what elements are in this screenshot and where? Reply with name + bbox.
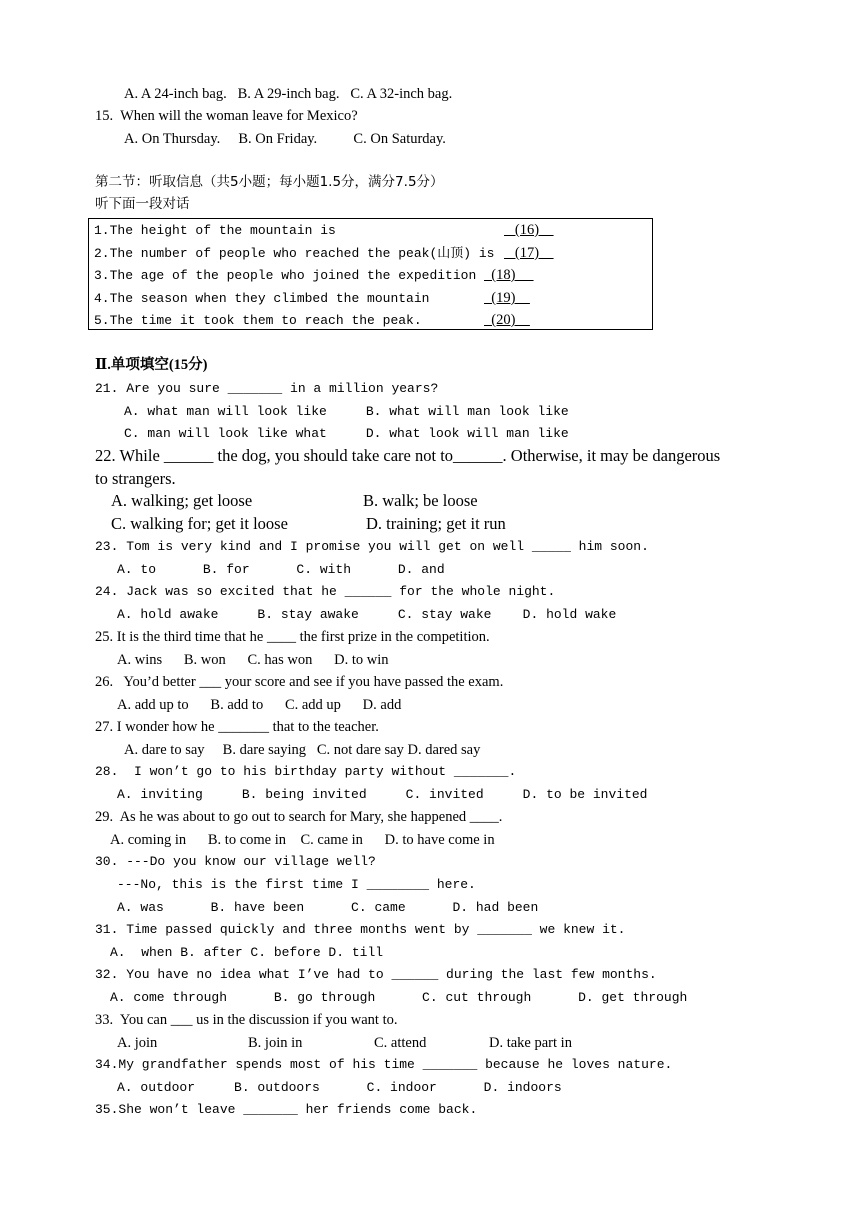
q15-options: A. On Thursday. B. On Friday. C. On Saturday.: [124, 131, 446, 147]
q27-stem: 27. I wonder how he _______ that to the teacher.: [95, 719, 379, 735]
q22-stem-line1: 22. While ______ the dog, you should take care not to______. Otherwise, it may be dangerous: [95, 446, 721, 465]
q24-options: A. hold awake B. stay awake C. stay wake D. hold wake: [117, 607, 617, 622]
q35-stem: 35.She won’t leave _______ her friends come back.: [95, 1102, 478, 1117]
q34-options: A. outdoor B. outdoors C. indoor D. indoors: [117, 1080, 562, 1095]
q30-reply: ---No, this is the first time I ________ here.: [117, 877, 476, 892]
q33-option-d: D. take part in: [489, 1035, 572, 1051]
q22-option-b: B. walk; be loose: [363, 491, 478, 510]
q32-stem: 32. You have no idea what I’ve had to ______ during the last few months.: [95, 967, 657, 982]
q30-options: A. was B. have been C. came D. had been: [117, 900, 539, 915]
section2-instruction: 听下面一段对话: [95, 196, 190, 212]
q26-stem: 26. You’d better ___ your score and see if you have passed the exam.: [95, 674, 504, 690]
info-row-1-blank: (16): [504, 222, 554, 238]
q22-stem-line2: to strangers.: [95, 469, 176, 488]
info-row-4-blank: (19): [484, 290, 530, 306]
q31-stem: 31. Time passed quickly and three months went by _______ we knew it.: [95, 922, 626, 937]
info-row-5-text: 5.The time it took them to reach the peak.: [94, 313, 422, 328]
q25-options: A. wins B. won C. has won D. to win: [117, 652, 389, 668]
q22-option-a: A. walking; get loose: [111, 491, 253, 510]
info-row-5-blank: (20): [484, 312, 530, 328]
q30-stem: 30. ---Do you know our village well?: [95, 854, 376, 869]
q21-stem: 21. Are you sure _______ in a million years?: [95, 381, 439, 396]
q29-stem: 29. As he was about to go out to search for Mary, she happened ____.: [95, 809, 503, 825]
info-row-2-blank: (17): [504, 245, 554, 261]
q33-stem: 33. You can ___ us in the discussion if you want to.: [95, 1012, 398, 1028]
info-row-1-text: 1.The height of the mountain is: [94, 223, 336, 238]
q22-option-d: D. training; get it run: [366, 514, 506, 533]
info-row-2-text: 2.The number of people who reached the peak(山顶) is: [94, 246, 495, 261]
section2-heading: 第二节：听取信息（共5小题；每小题1.5分，满分7.5分）: [95, 174, 444, 190]
q33-option-b: B. join in: [248, 1035, 303, 1051]
q26-options: A. add up to B. add to C. add up D. add: [117, 697, 402, 713]
q23-options: A. to B. for C. with D. and: [117, 562, 445, 577]
q34-stem: 34.My grandfather spends most of his time _______ because he loves nature.: [95, 1057, 673, 1072]
q21-options-cd: C. man will look like what D. what look will man like: [124, 426, 569, 441]
q25-stem: 25. It is the third time that he ____ the first prize in the competition.: [95, 629, 490, 645]
q22-option-c: C. walking for; get it loose: [111, 514, 288, 533]
q33-option-a: A. join: [117, 1035, 158, 1051]
q24-stem: 24. Jack was so excited that he ______ for the whole night.: [95, 584, 556, 599]
info-row-4-text: 4.The season when they climbed the mountain: [94, 291, 430, 306]
q21-options-ab: A. what man will look like B. what will man look like: [124, 404, 569, 419]
q23-stem: 23. Tom is very kind and I promise you will get on well _____ him soon.: [95, 539, 649, 554]
q28-stem: 28. I won’t go to his birthday party without _______.: [95, 764, 517, 779]
q14-options: A. A 24-inch bag. B. A 29-inch bag. C. A 32-inch bag.: [124, 86, 453, 102]
q28-options: A. inviting B. being invited C. invited D. to be invited: [117, 787, 648, 802]
q15-question: 15. When will the woman leave for Mexico?: [95, 108, 358, 124]
part2-heading: Ⅱ.单项填空(15分): [95, 357, 208, 373]
q33-option-c: C. attend: [374, 1035, 427, 1051]
info-row-3-text: 3.The age of the people who joined the expedition: [94, 268, 477, 283]
q31-options: A. when B. after C. before D. till: [110, 945, 384, 960]
info-row-3-blank: (18): [484, 267, 534, 283]
q32-options: A. come through B. go through C. cut through D. get through: [110, 990, 688, 1005]
q29-options: A. coming in B. to come in C. came in D. to have come in: [110, 832, 495, 848]
q27-options: A. dare to say B. dare saying C. not dare say D. dared say: [124, 742, 481, 758]
